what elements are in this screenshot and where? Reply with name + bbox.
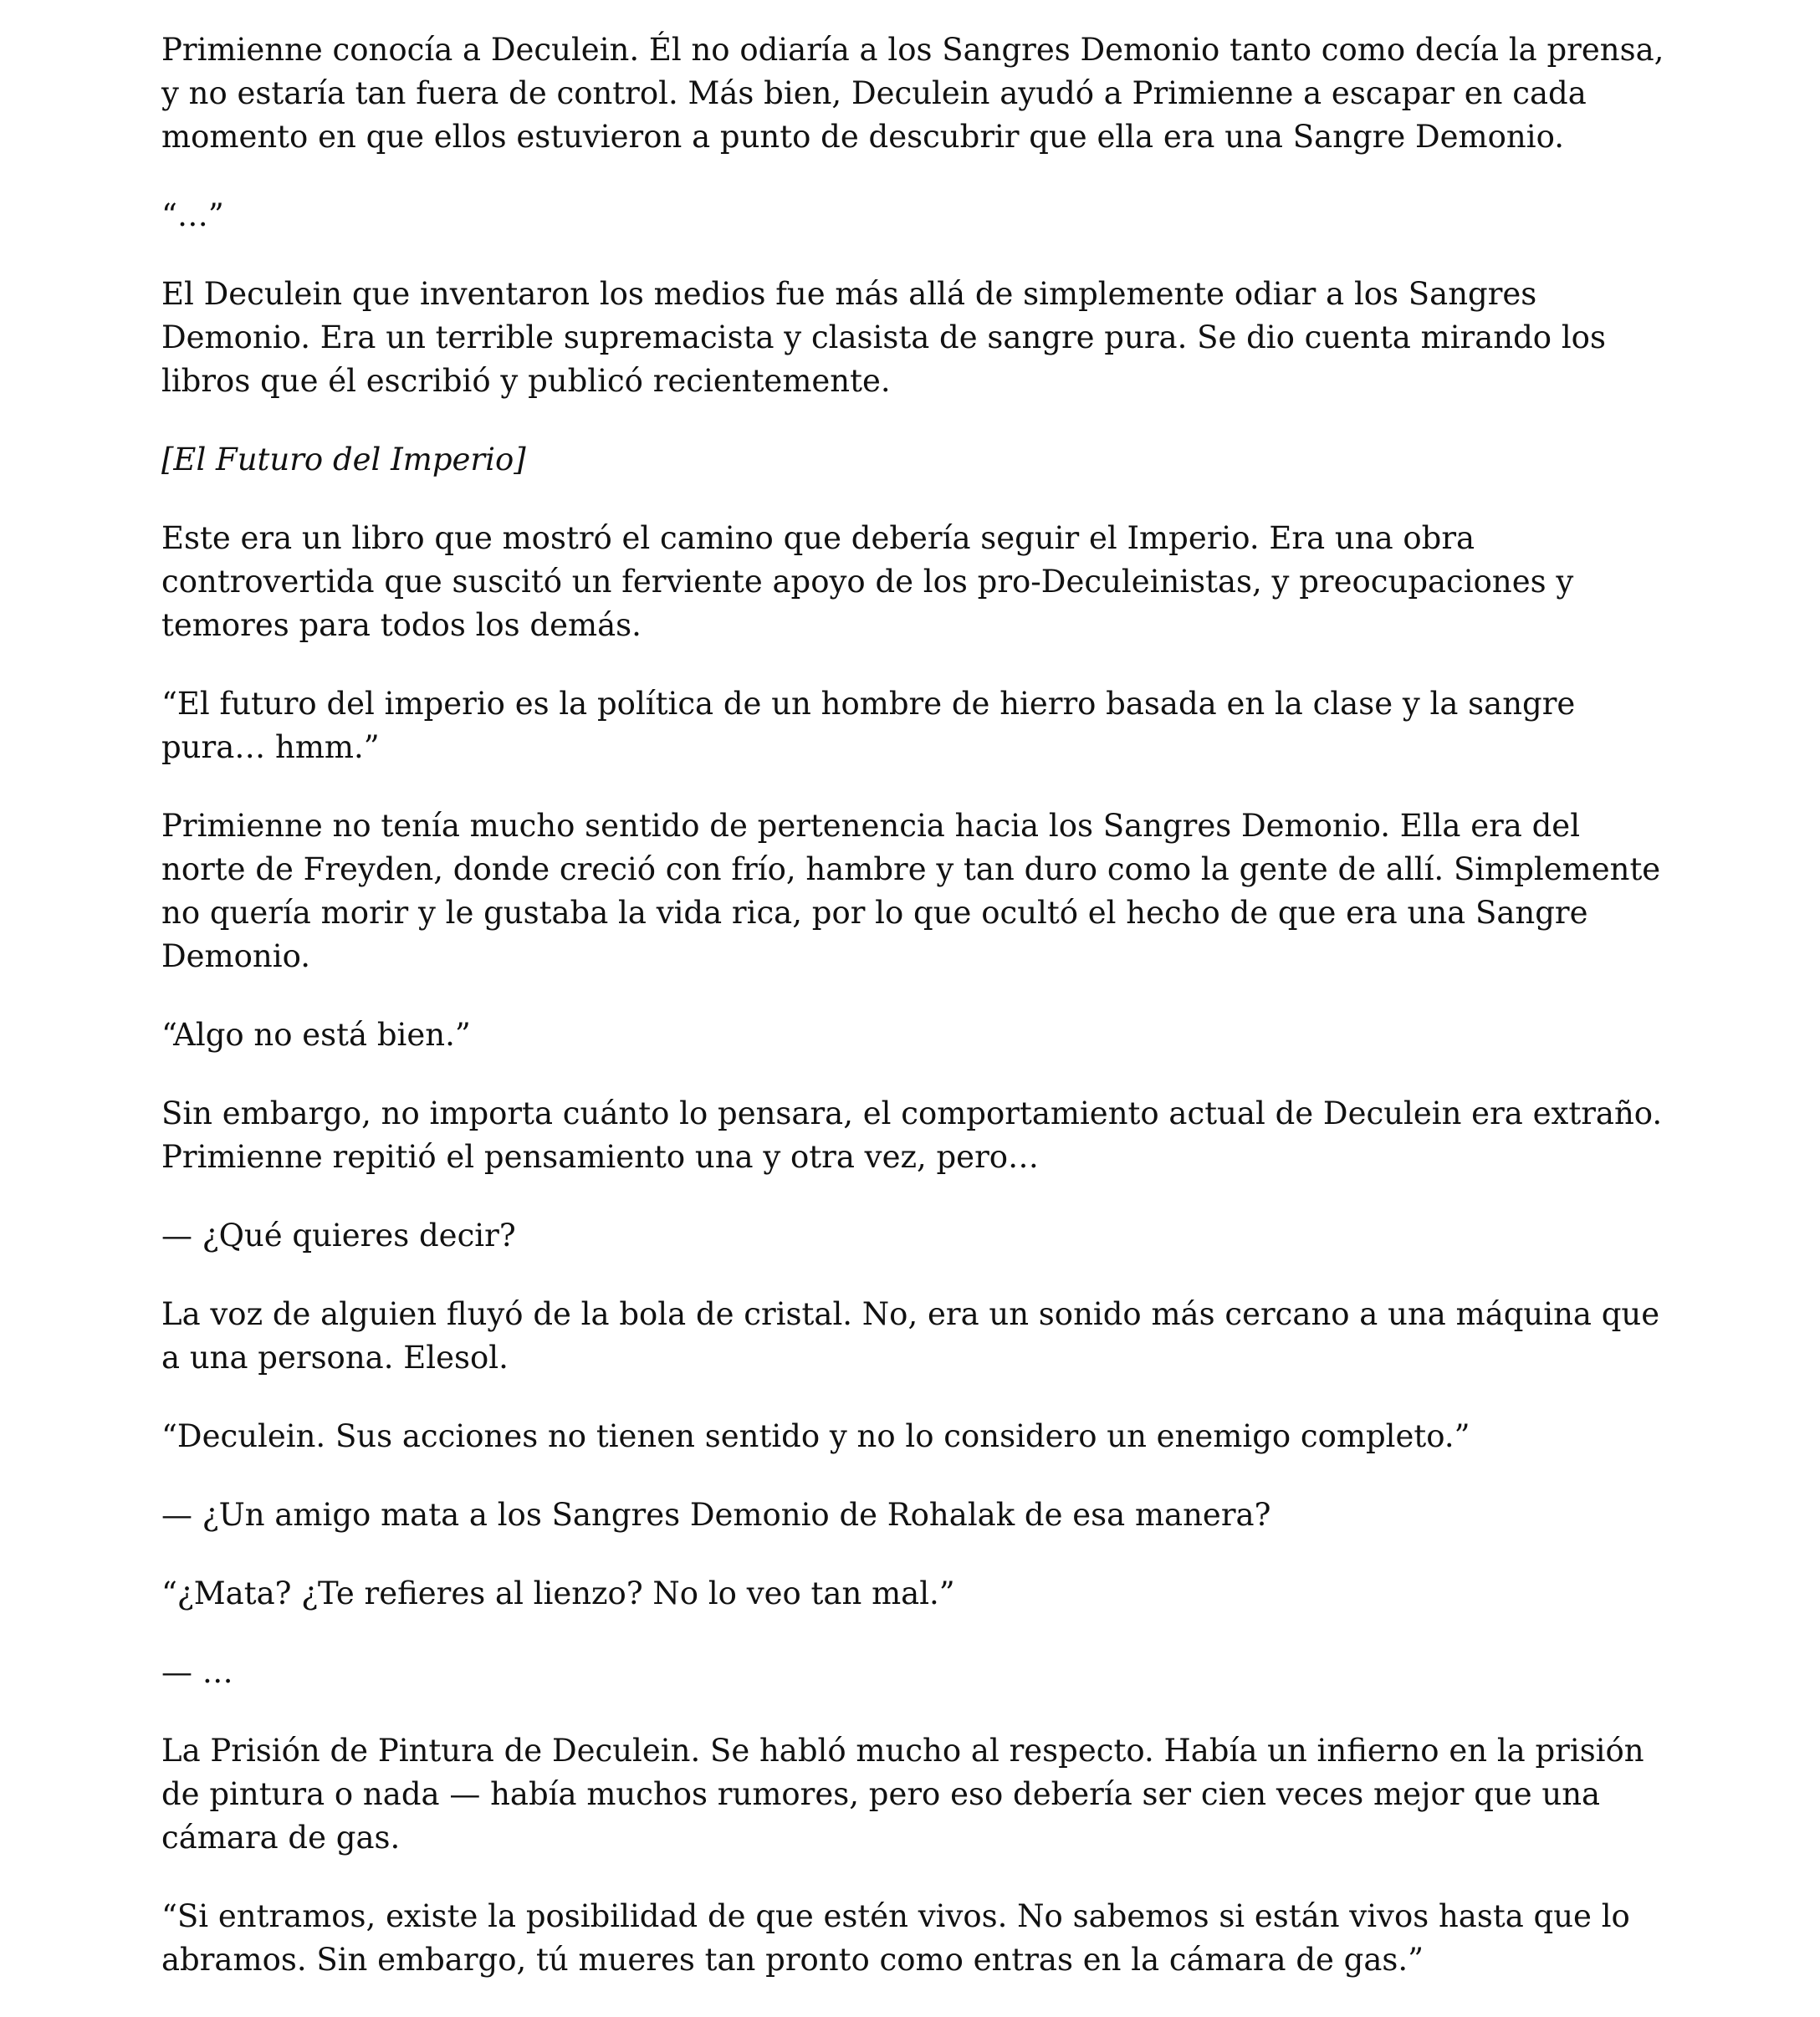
paragraph: — ¿Un amigo mata a los Sangres Demonio de Rohalak de esa manera? — [161, 1497, 1271, 1533]
paragraph: Primienne conocía a Deculein. Él no odiaría a los Sangres Demonio tanto como decía la prensa, y no estaría tan fuera de control. Más bien, Deculein ayudó a Primienne a escapar en cada momento en que ellos estuvieron a punto de descubrir que ella era una Sangre Demonio. — [161, 32, 1664, 155]
paragraph: La Prisión de Pintura de Deculein. Se habló mucho al respecto. Había un infierno en la prisión de pintura o nada — había muchos rumores, pero eso debería ser cien veces mejor que una cámara de gas. — [161, 1733, 1644, 1856]
paragraph: “Deculein. Sus acciones no tienen sentido y no lo considero un enemigo completo.” — [161, 1418, 1470, 1454]
paragraph: El Deculein que inventaron los medios fue más allá de simplemente odiar a los Sangres Demonio. Era un terrible supremacista y clasista de sangre pura. Se dio cuenta mirando los libros que él escribió y publicó recientemente. — [161, 276, 1606, 399]
paragraph: “…” — [161, 197, 224, 233]
paragraph: La voz de alguien fluyó de la bola de cristal. No, era un sonido más cercano a una máquina que a una persona. Elesol. — [161, 1296, 1660, 1376]
paragraph: “Si entramos, existe la posibilidad de que estén vivos. No sabemos si están vivos hasta que lo abramos. Sin embargo, tú mueres tan pronto como entras en la cámara de gas.” — [161, 1898, 1630, 1978]
document-body — [161, 28, 1667, 2017]
paragraph: “El futuro del imperio es la política de un hombre de hierro basada en la clase y la sangre pura… hmm.” — [161, 686, 1576, 765]
book-title: [El Futuro del Imperio] — [161, 442, 526, 477]
paragraph: — … — [161, 1654, 233, 1690]
paragraph: Sin embargo, no importa cuánto lo pensara, el comportamiento actual de Deculein era extraño. Primienne repitió el pensamiento una y otra vez, pero… — [161, 1095, 1663, 1175]
paragraph: Primienne no tenía mucho sentido de pertenencia hacia los Sangres Demonio. Ella era del norte de Freyden, donde creció con frío, hambre y tan duro como la gente de allí. Simplemente no quería morir y le gustaba la vida rica, por lo que ocultó el hecho de que era una Sangre Demonio. — [161, 808, 1661, 974]
paragraph: Este era un libro que mostró el camino que debería seguir el Imperio. Era una obra controvertida que suscitó un ferviente apoyo de los pro-Deculeinistas, y preocupaciones y temores para todos los demás. — [161, 520, 1574, 643]
paragraph: — ¿Qué quieres decir? — [161, 1218, 516, 1254]
paragraph: “¿Mata? ¿Te refieres al lienzo? No lo veo tan mal.” — [161, 1575, 955, 1611]
paragraph: “Algo no está bien.” — [161, 1017, 471, 1053]
